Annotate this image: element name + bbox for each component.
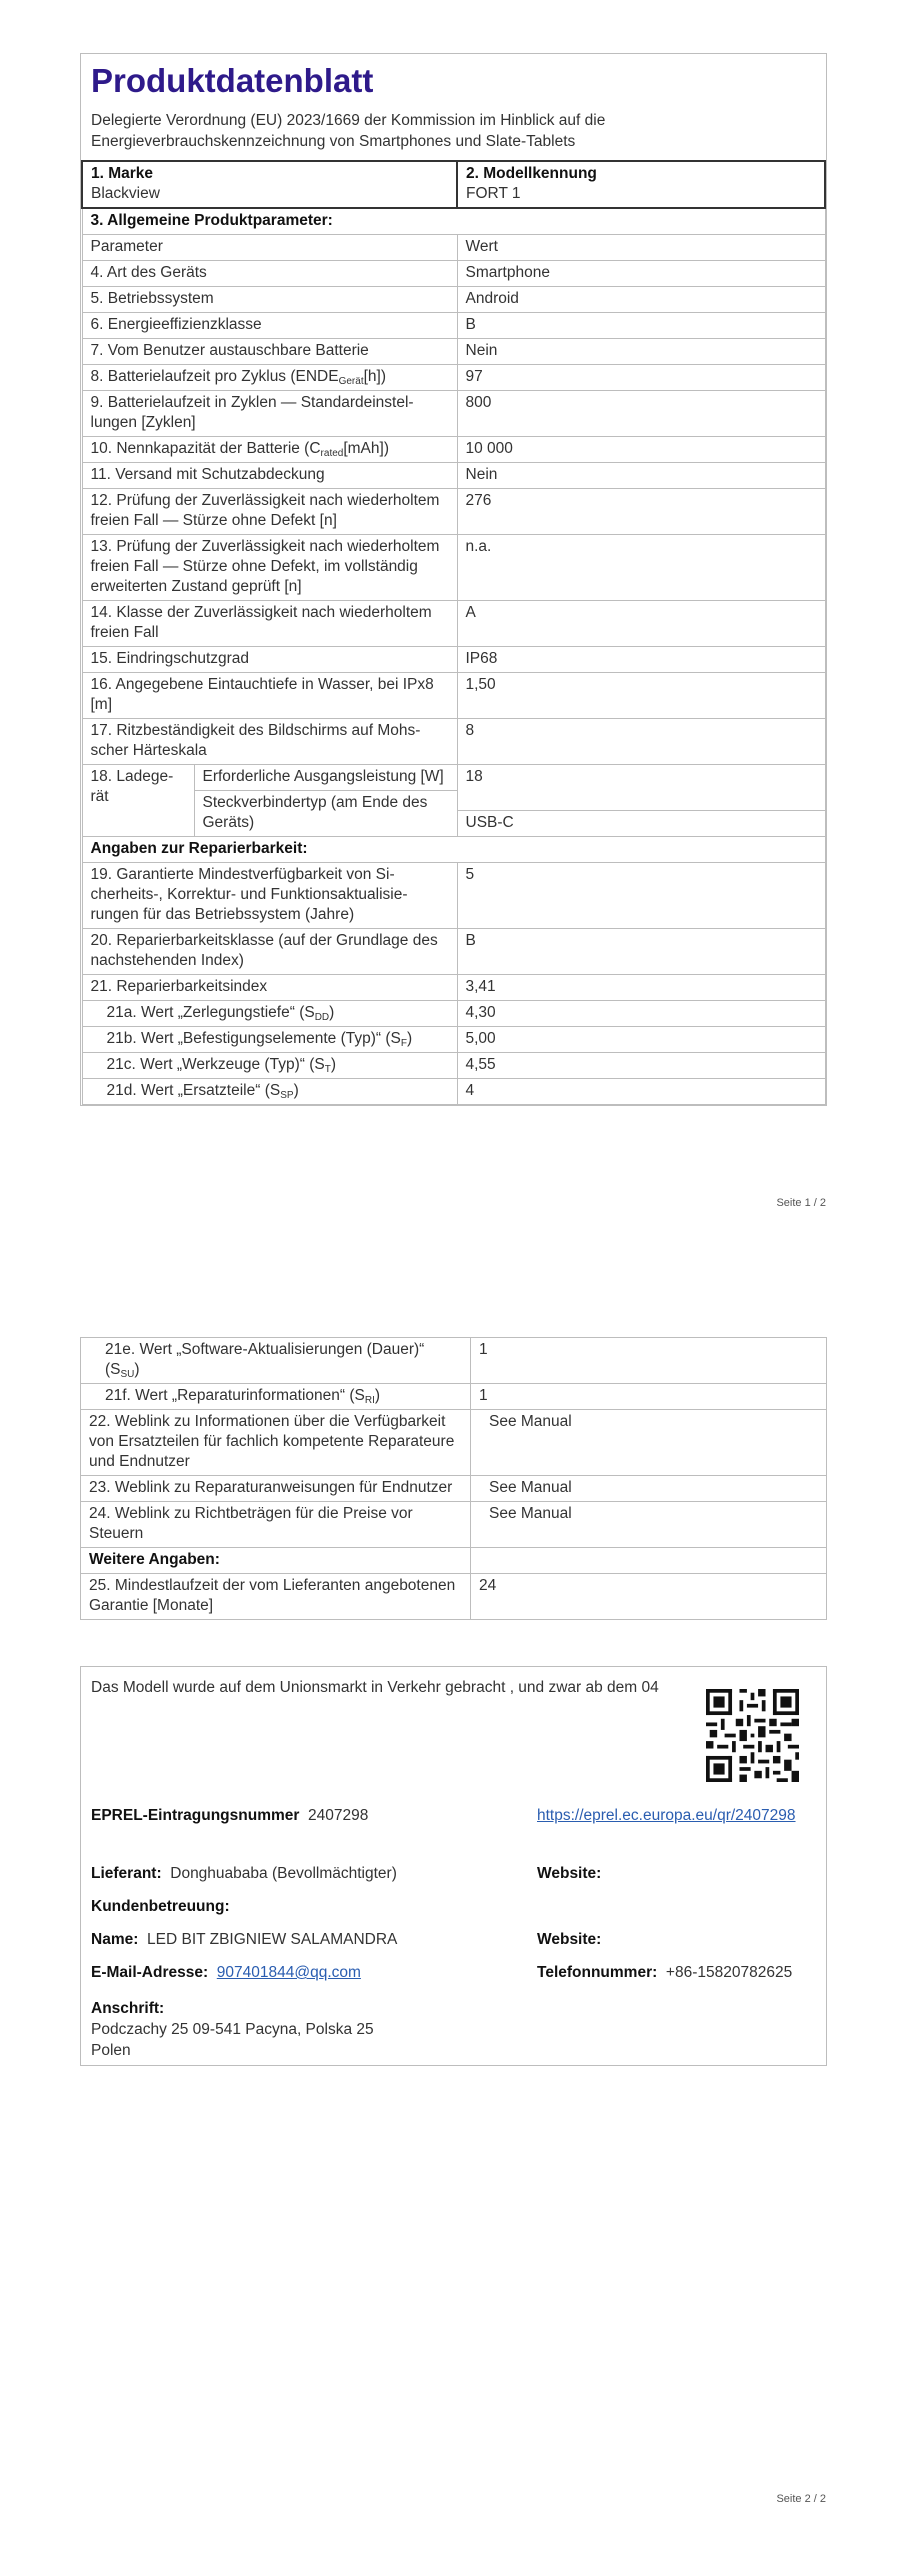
row-label	[82, 437, 457, 463]
customer-service-label: Kundenbetreuung:	[91, 1898, 230, 1915]
row-label: 13. Prüfung der Zuverlässigkeit nach wiederholtem freien Fall — Stürze ohne Defekt, im vollständig erweiterten Zustand geprüft [n]	[82, 535, 457, 601]
table-row	[82, 437, 825, 463]
row-value: 4,55	[457, 1053, 825, 1079]
row-label: 11. Versand mit Schutzabdeckung	[82, 463, 457, 489]
email-link[interactable]: 907401844@qq.com	[216, 1964, 361, 1981]
address-line-1: Podczachy 25 09-541 Pacyna, Polska 25	[91, 2021, 374, 2038]
charger-label: 18. Ladegerät	[83, 765, 195, 836]
datasheet-page-2-table	[80, 1337, 827, 1620]
table-row	[81, 1338, 827, 1384]
section-general-heading: 3. Allgemeine Produktparameter:	[82, 208, 825, 235]
row-label: 16. Angegebene Eintauchtiefe in Wasser, bei IPx8 [m]	[82, 673, 457, 719]
row-label: 9. Batterielaufzeit in Zyklen — Standardeinstellungen [Zyklen]	[82, 391, 457, 437]
row-value: 5,00	[457, 1027, 825, 1053]
row-label-text: 21c. Wert „Werkzeuge (Typ)“ (S	[106, 1056, 325, 1073]
brand-model-row	[82, 161, 825, 208]
page-number: Seite 1 / 2	[776, 1197, 826, 1209]
name-value: LED BIT ZBIGNIEW SALAMANDRA	[147, 1931, 398, 1948]
row-label: 20. Reparierbarkeitsklasse (auf der Grundlage des nachstehenden Index)	[82, 929, 457, 975]
supplier	[91, 1863, 397, 1884]
row-value: See Manual	[471, 1476, 827, 1502]
repair-parameter-table	[80, 1337, 827, 1620]
row-label: 22. Weblink zu Informationen über die Verfügbarkeit von Ersatzteilen für fachlich kompetente Reparateure und Endnutzer	[81, 1410, 471, 1476]
charger-connector-value: USB-C	[465, 814, 514, 831]
row-value: 276	[457, 489, 825, 535]
row-label-subscript: F	[400, 1038, 407, 1049]
charger-subrow	[83, 765, 457, 791]
table-row	[81, 1502, 827, 1548]
table-row	[81, 1476, 827, 1502]
row-label: 14. Klasse der Zuverlässigkeit nach wiederholtem freien Fall	[82, 601, 457, 647]
table-row	[82, 975, 825, 1001]
row-label-text: )	[406, 1030, 413, 1047]
page-title: Produktdatenblatt	[91, 62, 374, 99]
row-label-text: )	[134, 1361, 140, 1378]
service-website	[537, 1929, 601, 1950]
table-row	[82, 863, 825, 929]
row-label	[82, 1001, 457, 1027]
row-value: 5	[457, 863, 825, 929]
row-label: 17. Ritzbeständigkeit des Bildschirms auf Mohsscher Härteskala	[82, 719, 457, 765]
row-value: A	[457, 601, 825, 647]
row-label-subscript: RI	[364, 1395, 375, 1406]
brand-value: Blackview	[91, 185, 160, 202]
row-value: Smartphone	[457, 261, 825, 287]
phone-label: Telefonnummer:	[537, 1964, 658, 1981]
row-value: Android	[457, 287, 825, 313]
row-label-text: 10. Nennkapazität der Batterie (C	[90, 440, 321, 457]
supplier-label: Lieferant:	[91, 1865, 162, 1882]
table-row	[82, 647, 825, 673]
row-value: B	[457, 313, 825, 339]
row-value: 10 000	[457, 437, 825, 463]
table-row	[82, 261, 825, 287]
table-row	[82, 391, 825, 437]
table-row	[81, 1574, 827, 1620]
website-label: Website:	[537, 1931, 602, 1948]
table-row	[81, 1384, 827, 1410]
table-row	[82, 1027, 825, 1053]
page-number: Seite 2 / 2	[776, 2493, 826, 2505]
row-value: 3,41	[457, 975, 825, 1001]
charger-subtable	[83, 765, 457, 836]
row-label: 23. Weblink zu Reparaturanweisungen für Endnutzer	[81, 1476, 471, 1502]
table-row	[81, 1410, 827, 1476]
eprel-link[interactable]: https://eprel.ec.europa.eu/qr/2407298	[537, 1807, 796, 1824]
row-label-subscript: SP	[280, 1090, 294, 1101]
row-label-text: )	[329, 1004, 335, 1021]
table-row	[82, 535, 825, 601]
eprel-number	[91, 1805, 368, 1826]
row-label-text: 21e. Wert „Software-Aktualisierungen (Dauer)“ (S	[105, 1341, 425, 1378]
row-value: B	[457, 929, 825, 975]
table-row	[82, 489, 825, 535]
contact-name	[91, 1929, 397, 1950]
section-more-heading: Weitere Angaben:	[81, 1548, 471, 1574]
param-column-header: Parameter	[82, 235, 457, 261]
contact-phone	[537, 1962, 792, 1983]
eprel-label: EPREL-Eintragungsnummer	[91, 1807, 300, 1824]
charger-values-cell	[457, 765, 825, 837]
row-value: Nein	[457, 339, 825, 365]
brand-label: 1. Marke	[91, 165, 154, 182]
row-label: 5. Betriebssystem	[82, 287, 457, 313]
contact-address	[91, 1998, 374, 2061]
table-row	[82, 287, 825, 313]
row-label: 19. Garantierte Mindestverfügbarkeit von Sicherheits-, Korrektur- und Funktionsaktualisierungen für das Betriebssystem (Jahre)	[82, 863, 457, 929]
contact-email	[91, 1962, 361, 1983]
row-value: 24	[471, 1574, 827, 1620]
row-label-subscript: Gerät	[338, 376, 364, 387]
section-row	[81, 1548, 827, 1574]
row-label-subscript: T	[324, 1064, 331, 1075]
row-label: 15. Eindringschutzgrad	[82, 647, 457, 673]
supplier-value: Donghuababa (Bevollmächtigter)	[170, 1865, 397, 1882]
brand-cell	[82, 161, 457, 208]
row-value: See Manual	[471, 1410, 827, 1476]
row-label	[81, 1384, 471, 1410]
website-label: Website:	[537, 1865, 602, 1882]
table-row	[82, 673, 825, 719]
row-label-text: [mAh])	[343, 440, 389, 457]
product-parameter-table	[81, 160, 826, 1105]
row-label-text: [h])	[363, 368, 387, 385]
row-label: 6. Energieeffizienzklasse	[82, 313, 457, 339]
row-label: 7. Vom Benutzer austauschbare Batterie	[82, 339, 457, 365]
table-row	[82, 339, 825, 365]
row-value: 8	[457, 719, 825, 765]
row-value: 4,30	[457, 1001, 825, 1027]
table-row	[82, 365, 825, 391]
value-column-header: Wert	[457, 235, 825, 261]
table-row	[82, 1053, 825, 1079]
supplier-website	[537, 1863, 601, 1884]
row-label: 24. Weblink zu Richtbeträgen für die Preise vor Steuern	[81, 1502, 471, 1548]
supplier-info-box	[80, 1666, 827, 2066]
model-cell	[457, 161, 825, 208]
table-row	[82, 1001, 825, 1027]
model-value: FORT 1	[466, 185, 521, 202]
row-label-subscript: DD	[314, 1012, 330, 1023]
section-repair-heading: Angaben zur Reparierbarkeit:	[82, 837, 825, 863]
section-row	[82, 208, 825, 235]
row-label: 25. Mindestlaufzeit der vom Lieferanten angebotenen Garantie [Monate]	[81, 1574, 471, 1620]
email-label: E-Mail-Adresse:	[91, 1964, 209, 1981]
row-value: n.a.	[457, 535, 825, 601]
row-label: 21. Reparierbarkeitsindex	[82, 975, 457, 1001]
row-label	[82, 365, 457, 391]
row-value: 1	[471, 1384, 827, 1410]
address-line-2: Polen	[91, 2042, 131, 2059]
address-label: Anschrift:	[91, 2000, 165, 2017]
row-value: Nein	[457, 463, 825, 489]
table-row	[82, 719, 825, 765]
row-value: 97	[457, 365, 825, 391]
row-label	[82, 1027, 457, 1053]
row-value: 800	[457, 391, 825, 437]
charger-connector-label: Steckverbindertyp (am Ende des Geräts)	[202, 794, 428, 831]
table-row	[82, 313, 825, 339]
market-notice: Das Modell wurde auf dem Unionsmarkt in Verkehr gebracht , und zwar ab dem 04	[91, 1679, 659, 1696]
charger-power-label: Erforderliche Ausgangsleistung [W]	[194, 765, 457, 791]
table-row	[82, 1079, 825, 1105]
table-row	[82, 929, 825, 975]
row-label: 4. Art des Geräts	[82, 261, 457, 287]
row-label-text: 21f. Wert „Reparaturinformationen“ (S	[105, 1387, 365, 1404]
row-label-text: 21a. Wert „Zerlegungstiefe“ (S	[106, 1004, 315, 1021]
row-label-text: 21d. Wert „Ersatzteile“ (S	[106, 1082, 281, 1099]
row-label-text: )	[293, 1082, 299, 1099]
qr-code-icon[interactable]	[706, 1689, 799, 1782]
table-row	[82, 463, 825, 489]
phone-value: +86-15820782625	[665, 1964, 793, 1981]
eprel-value: 2407298	[308, 1807, 369, 1824]
row-value: 4	[457, 1079, 825, 1105]
row-value: 1	[471, 1338, 827, 1384]
eprel-link-wrap	[537, 1805, 797, 1826]
row-label-subscript: rated	[320, 448, 344, 459]
table-header-row	[82, 235, 825, 261]
row-label	[82, 1079, 457, 1105]
charger-power-value: 18	[458, 765, 825, 811]
empty-cell	[471, 1548, 827, 1574]
section-row	[82, 837, 825, 863]
row-label-text: )	[330, 1056, 336, 1073]
row-label	[82, 1053, 457, 1079]
row-value: See Manual	[471, 1502, 827, 1548]
row-label-text: 21b. Wert „Befestigungselemente (Typ)“ (S	[106, 1030, 401, 1047]
charger-cell	[82, 765, 457, 837]
customer-service	[91, 1896, 230, 1917]
model-label: 2. Modellkennung	[466, 165, 597, 182]
datasheet-page-1	[80, 53, 827, 1106]
row-label	[81, 1338, 471, 1384]
row-label-text: 8. Batterielaufzeit pro Zyklus (ENDE	[90, 368, 339, 385]
row-value: 1,50	[457, 673, 825, 719]
row-label-subscript: SU	[120, 1369, 135, 1380]
table-row	[82, 765, 825, 837]
row-label-text: )	[374, 1387, 381, 1404]
table-row	[82, 601, 825, 647]
row-label: 12. Prüfung der Zuverlässigkeit nach wiederholtem freien Fall — Stürze ohne Defekt [n]	[82, 489, 457, 535]
regulation-subtitle: Delegierte Verordnung (EU) 2023/1669 der Kommission im Hinblick auf die Energieverbrauchskennzeichnung von Smartphones und Slate-Tablets	[91, 112, 606, 150]
row-value: IP68	[457, 647, 825, 673]
name-label: Name:	[91, 1931, 139, 1948]
